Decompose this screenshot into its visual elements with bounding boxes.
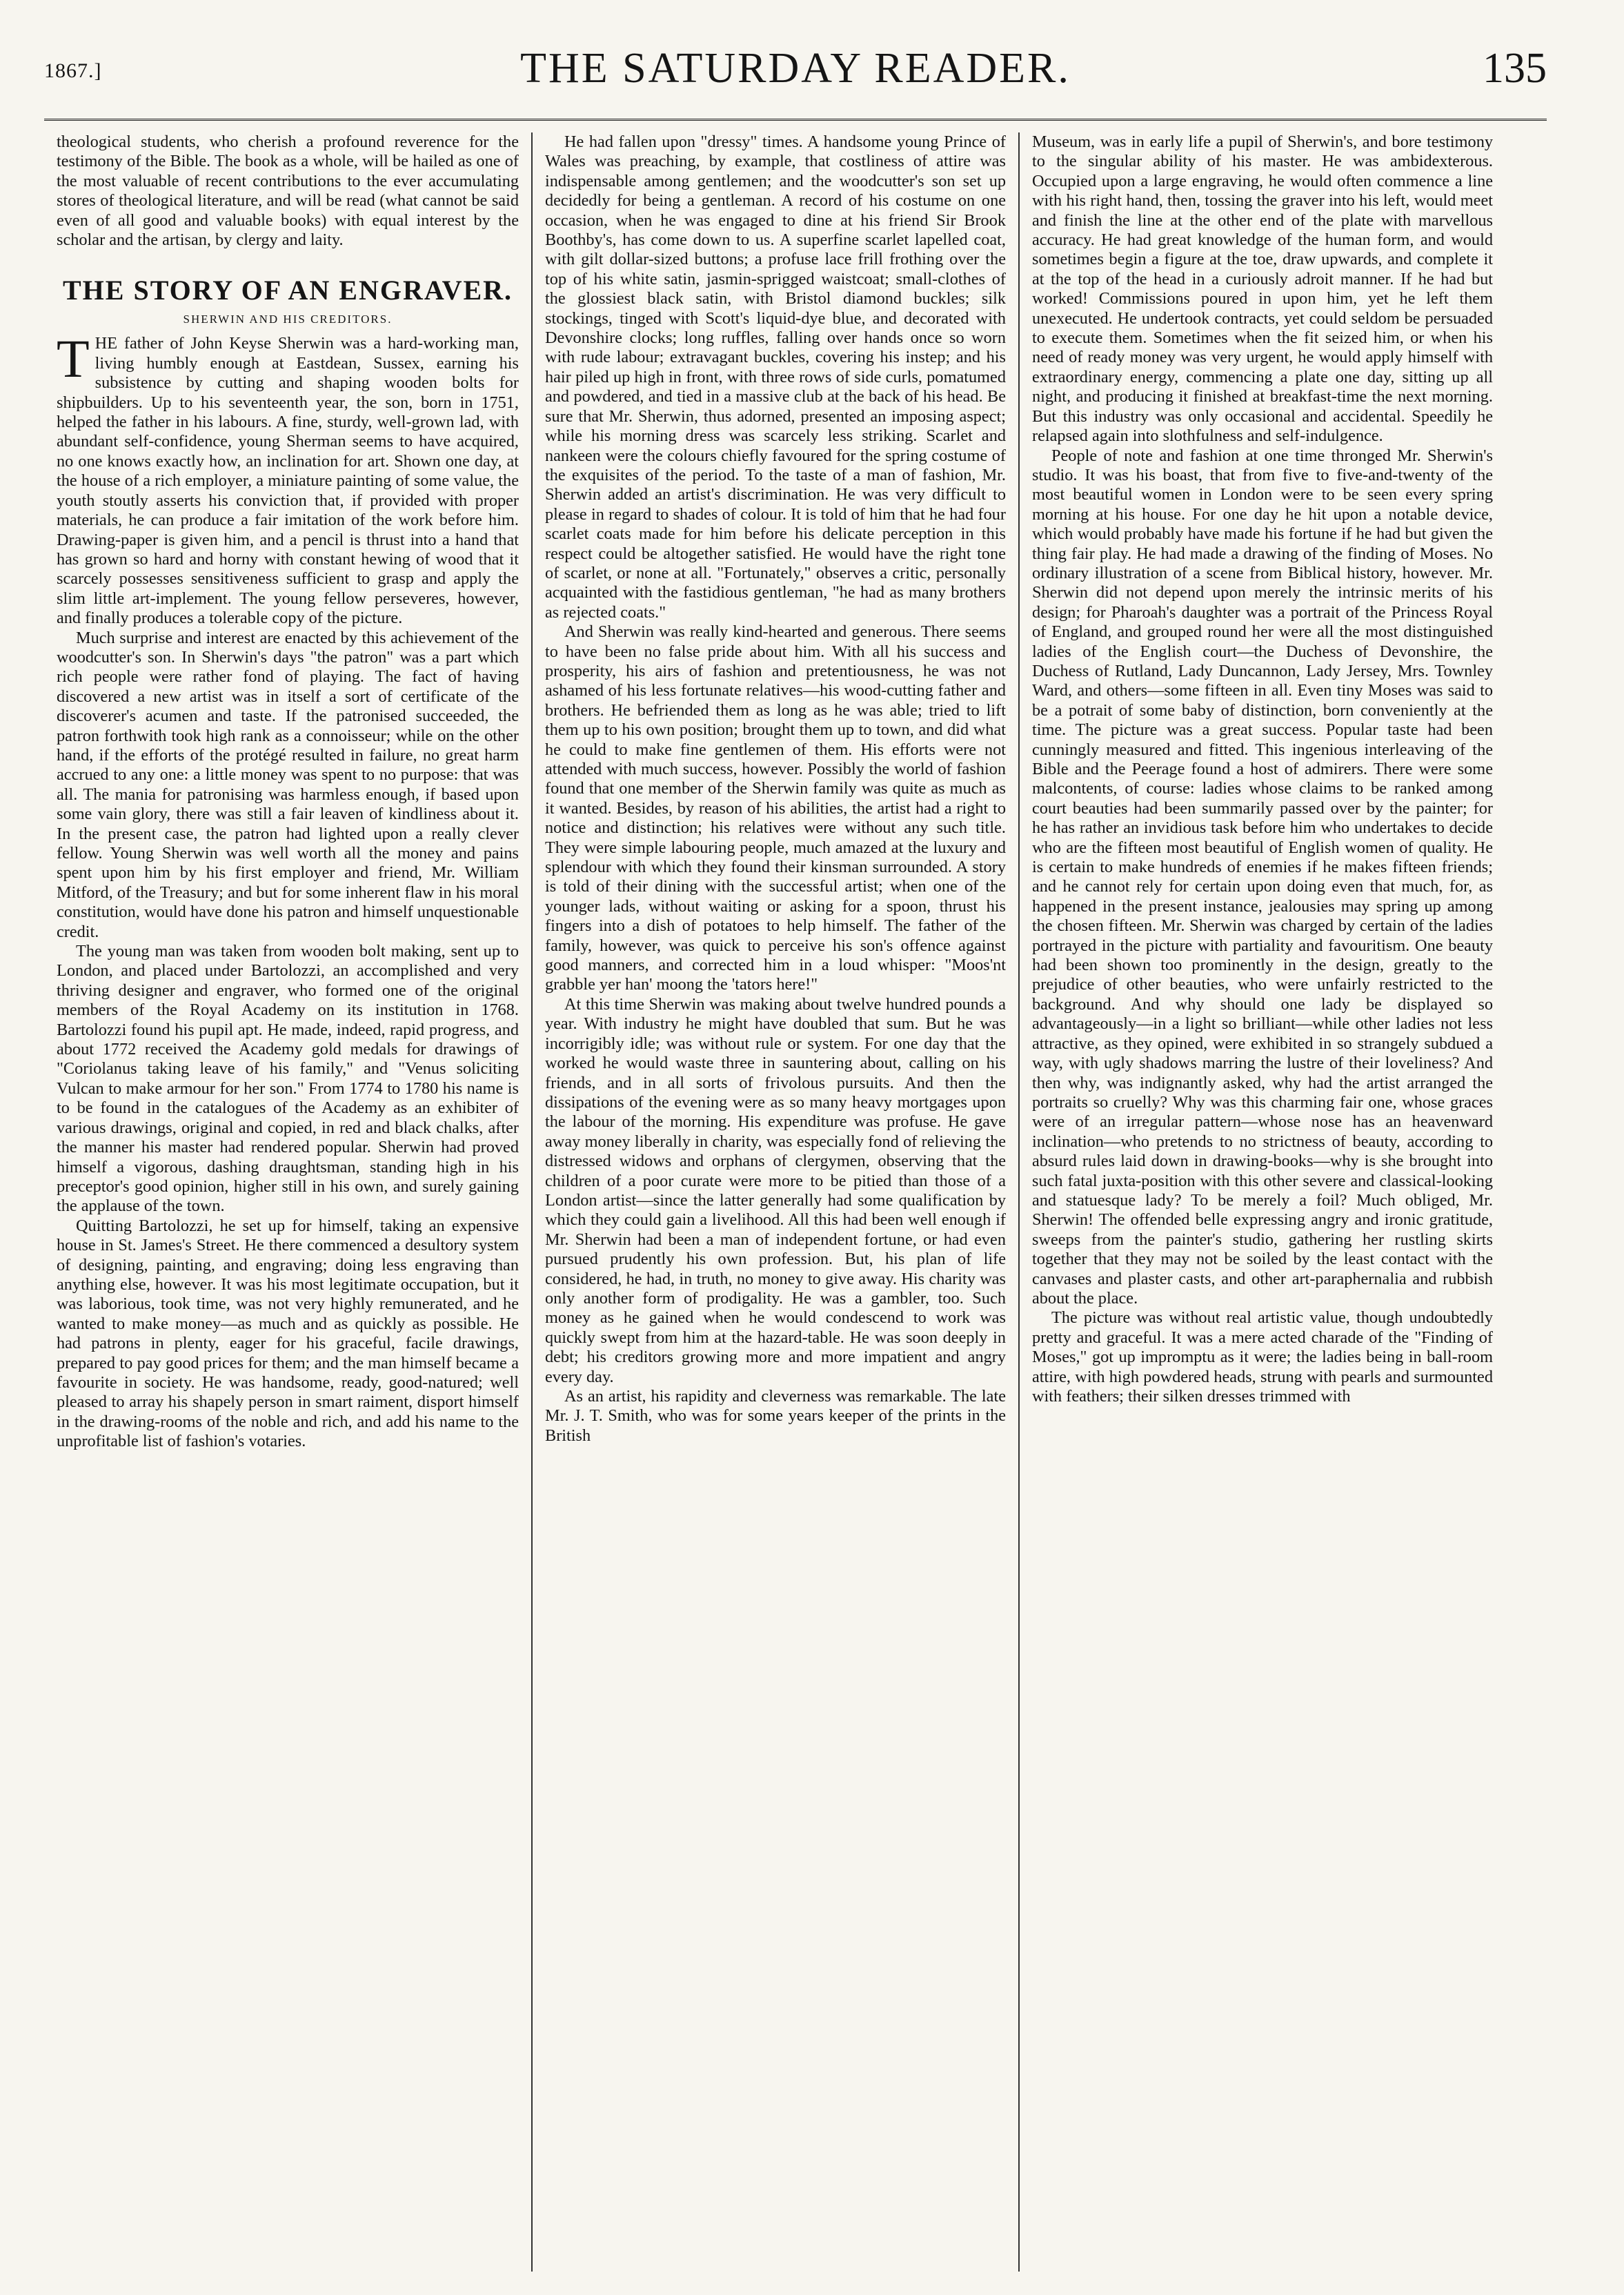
article-columns — [44, 132, 1547, 2272]
column-1 — [44, 132, 531, 2272]
paragraph: People of note and fashion at one time thronged Mr. Sherwin's studio. It was his boast, that from five to five-and-twenty of the most beautiful women in London were to be seen every spring morning at his house. For one day he hit upon a notable device, which would probably have made his fortune if he had but given the thing fair play. He had made a drawing of the finding of Moses. No ordinary illustration of a scene from Biblical history, however. Mr. Sherwin did not depend upon merely the intrinsic merits of his design; for Pharoah's daughter was a portrait of the Princess Royal of England, and grouped round her were all the most distinguished ladies of the English court—the Duchess of Devonshire, the Duchess of Rutland, Lady Duncannon, Lady Jersey, Mrs. Townley Ward, and others—some fifteen in all. Even tiny Moses was said to be a potrait of some baby of distinction, born conveniently at the time. The picture was a great success. Popular taste had been cunningly measured and fitted. This ingenious interleaving of the Bible and the Peerage found a host of admirers. There were some malcontents, of course: ladies whose claims to be ranked among court beauties had been summarily passed over by the painter; for he has rather an invidious task before him who undertakes to decide who are the fifteen most beautiful of English women of quality. He is certain to make hundreds of enemies if he makes fifteen friends; and he cannot rely for certain upon doing even that much, for, as happened in the present instance, jealousies may spring up among the chosen fifteen. Mr. Sherwin was charged by certain of the ladies portrayed in the picture with partiality and favouritism. One beauty had been shown too prominently in the design, greatly to the prejudice of other beauties, who were unfairly restricted to the background. And why should one lady be displayed so advantageously—in a light so brilliant—while other ladies not less attractive, as they opined, were exhibited in so strangely subdued a way, with ugly shadows marring the lustre of their loveliness? And then why, was indignantly asked, why had the artist arranged the portraits so cruelly? Why was this charming fair one, whose graces were of an irregular pattern—whose nose has an heavenward inclination—who pretends to no strictness of beauty, according to absurd rules laid down in drawing-books—why is she brought into such fatal juxta-position with this other severe and classical-looking and statuesque lady? To be merely a foil? Much obliged, Mr. Sherwin! The offended belle expressing angry and ironic gratitude, sweeps from the painter's studio, gathering her rustling skirts together that they may not be soiled by the least contact with the canvases and plaster casts, and other art-paraphernalia and rubbish about the place. — [1032, 446, 1493, 1308]
paragraph: Much surprise and interest are enacted by this achievement of the woodcutter's son. In Sherwin's days "the patron" was a part which rich people were rather fond of playing. The fact of having discovered a new artist was in itself a sort of certificate of the discoverer's acumen and taste. If the patronised succeeded, the patron forthwith took high rank as a connoisseur; while on the other hand, if the efforts of the protégé resulted in failure, no great harm accrued to any one: a little money was spent to no purpose: that was all. The mania for patronising was harmless enough, if based upon some vain glory, there was still a fair leaven of kindliness about it. In the present case, the patron had lighted upon a really clever fellow. Young Sherwin was well worth all the money and pains spent upon him by his first employer and friend, Mr. William Mitford, of the Treasury; and but for some inherent flaw in his moral constitution, would have done his patron and himself unquestionable credit. — [57, 628, 519, 941]
paragraph: He had fallen upon "dressy" times. A handsome young Prince of Wales was preaching, by example, that costliness of attire was indispensable among gentlemen; and the woodcutter's son set up decidedly for being a gentleman. A record of his costume on one occasion, when he was engaged to dine at his friend Sir Brook Boothby's, has come down to us. A superfine scarlet lapelled coat, with gilt dollar-sized buttons; a profuse lace frill frothing over the top of his white satin, jasmin-sprigged waistcoat; small-clothes of the glossiest black satin, with Bristol diamond buckles; silk stockings, tinged with Scott's liquid-dye blue, and decorated with Devonshire clocks; long ruffles, falling over hands once so worn with rude labour; extravagant buckles, covering his instep; and his hair piled up high in front, with three rows of side curls, pomatumed and powdered, and tied in a massive club at the back of his head. Be sure that Mr. Sherwin, thus adorned, presented an imposing aspect; while his morning dress was scarcely less striking. Scarlet and nankeen were the colours chiefly favoured for the spring costume of the exquisites of the period. To the taste of a man of fashion, Mr. Sherwin added an artist's discrimination. He was very difficult to please in regard to shades of colour. It is told of him that he had four scarlet coats made for him before his delicate perception in this respect could be altogether satisfied. He would have the right tone of scarlet, or none at all. "Fortunately," observes a critic, personally acquainted with the fastidious gentleman, "he had as many brothers as rejected coats." — [545, 132, 1006, 622]
page-number: 135 — [1483, 45, 1547, 92]
paragraph: And Sherwin was really kind-hearted and generous. There seems to have been no false pride about him. With all his success and prosperity, his airs of fashion and pretentiousness, he was not ashamed of his less fortunate relatives—his wood-cutting father and brothers. He befriended them as long as he was able; tried to lift them up to his own position; brought them up to town, and did what he could to make fine gentlemen of them. His efforts were not attended with much success, however. Possibly the world of fashion found that one member of the Sherwin family was quite as much as it wanted. Besides, by reason of his abilities, the artist had a right to notice and distinction; his relatives were without any such title. They were simple labouring people, much amazed at the luxury and splendour with which they found their kinsman surrounded. A story is told of their dining with the successful artist; when one of the younger lads, without waiting or asking for a spoon, thrust his fingers into a dish of potatoes to help himself. The father of the family, however, was quick to perceive his son's offence against good manners, and corrected him in a loud whisper: "Moos'nt grabble yer han' moong the 'tators here!" — [545, 622, 1006, 994]
paragraph — [57, 328, 519, 628]
paragraph: At this time Sherwin was making about twelve hundred pounds a year. With industry he might have doubled that sum. But he was incorrigibly idle; was without rule or system. For one day that the worked he would waste three in sauntering about, calling on his friends, and in all sorts of frivolous pursuits. And then the dissipations of the evening were as so many heavy mortgages upon the labour of the morning. His expenditure was profuse. He gave away money liberally in charity, was especially fond of relieving the distressed widows and orphans of clergymen, observing that the children of a poor curate were more to be pitied than those of a London artist—since the latter generally had some qualification by which they could gain a livelihood. All this had been well enough if Mr. Sherwin had been a man of independent fortune, or had even pursued prudently his own profession. But, his plan of life considered, he had, in truth, no money to give away. His charity was only another form of prodigality. He was a gambler, too. Such money as he gained when he would condescend to work was quickly swept from him at the hazard-table. He was soon deeply in debt; his creditors growing more and more impatient and angry every day. — [545, 994, 1006, 1386]
issue-date: 1867.] — [44, 59, 102, 82]
paragraph: theological students, who cherish a profound reverence for the testimony of the Bible. The book as a whole, will be hailed as one of the most valuable of recent contributions to the ever accumulating stores of theological literature, and will be read (what cannot be said even of all good and valuable books) with equal interest by the scholar and the artisan, by clergy and laity. — [57, 132, 519, 250]
column-3 — [1018, 132, 1505, 2272]
page-header — [44, 36, 1547, 121]
paragraph-text: HE father of John Keyse Sherwin was a hard-working man, living humbly enough at Eastdean, Sussex, earning his subsistence by cutting and shaping wooden bolts for shipbuilders. Up to his seventeenth year, the son, born in 1751, helped the father in his labours. A fine, sturdy, well-grown lad, with abundant self-confidence, young Sherman seems to have acquired, no one knows exactly how, an inclination for art. Shown one day, at the house of a rich employer, a miniature painting of some value, the youth stoutly asserts his conviction that, if provided with proper materials, he can produce a fair imitation of the work before him. Drawing-paper is given him, and a pencil is thrust into a hand that has grown so hard and horny with constant hewing of wood that it scarcely possesses sensitiveness sufficient to grasp and apply the slim little art-implement. The young fellow perseveres, however, and finally produces a tolerable copy of the picture. — [57, 334, 519, 628]
article-subtitle: SHERWIN AND HIS CREDITORS. — [183, 313, 393, 326]
paragraph: As an artist, his rapidity and cleverness was remarkable. The late Mr. J. T. Smith, who was for some years keeper of the prints in the British — [545, 1387, 1006, 1445]
paragraph: Museum, was in early life a pupil of Sherwin's, and bore testimony to the singular ability of his master. He was ambidexterous. Occupied upon a large engraving, he would often commence a line with his right hand, then, tossing the graver into his left, would meet and finish the line at the other end of the plate with marvellous accuracy. He had great knowledge of the human form, and would sometimes begin a figure at the toe, draw upwards, and complete it at the top of the head in a curiously adroit manner. If he had but worked! Commissions poured in upon him, yet he left them unexecuted. He undertook contracts, yet could seldom be persuaded to execute them. Sometimes when the fit seized him, or when his need of ready money was very urgent, he would apply himself with extraordinary energy, commencing a plate one day, sitting up all night, and producing it finished at breakfast-time the next morning. But this industry was only occasional and accidental. Speedily he relapsed again into slothfulness and self-indulgence. — [1032, 132, 1493, 446]
paragraph: The young man was taken from wooden bolt making, sent up to London, and placed under Bartolozzi, an accomplished and very thriving designer and engraver, who formed one of the original members of the Royal Academy on its institution in 1768. Bartolozzi found his pupil apt. He made, indeed, rapid progress, and about 1772 received the Academy gold medals for drawings of "Coriolanus taking leave of his family," and "Venus soliciting Vulcan to make armour for her son." From 1774 to 1780 his name is to be found in the catalogues of the Academy as an exhibiter of various drawings, original and copied, in red and black chalks, after the manner his master had rendered popular. Sherwin had proved himself a vigorous, dashing draughtsman, standing high in his preceptor's good opinion, higher still in his own, and surely gaining the applause of the town. — [57, 942, 519, 1216]
column-2 — [531, 132, 1018, 2272]
drop-cap: T — [57, 328, 90, 389]
article-title: THE STORY OF AN ENGRAVER. — [62, 275, 513, 306]
newspaper-page — [44, 36, 1547, 2272]
masthead-title: THE SATURDAY READER. — [520, 45, 1071, 92]
paragraph: The picture was without real artistic value, though undoubtedly pretty and graceful. It was a mere acted charade of the "Finding of Moses," got up impromptu as it were; the ladies being in ball-room attire, with high powdered heads, strung with pearls and surmounted with feathers; their silken dresses trimmed with — [1032, 1308, 1493, 1406]
paragraph: Quitting Bartolozzi, he set up for himself, taking an expensive house in St. James's Street. He there commenced a desultory system of designing, painting, and engraving; doing less engraving than anything else, however. It was his most legitimate occupation, but it was laborious, took time, was not very highly remunerated, and he wanted to make money—as much and as quickly as possible. He had patrons in plenty, eager for his graceful, facile drawings, prepared to pay good prices for them; and the man himself became a favourite in society. He was handsome, ready, good-natured; well pleased to array his shapely person in smart raiment, disport himself in the drawing-rooms of the noble and rich, and add his name to the unprofitable list of fashion's votaries. — [57, 1216, 519, 1451]
